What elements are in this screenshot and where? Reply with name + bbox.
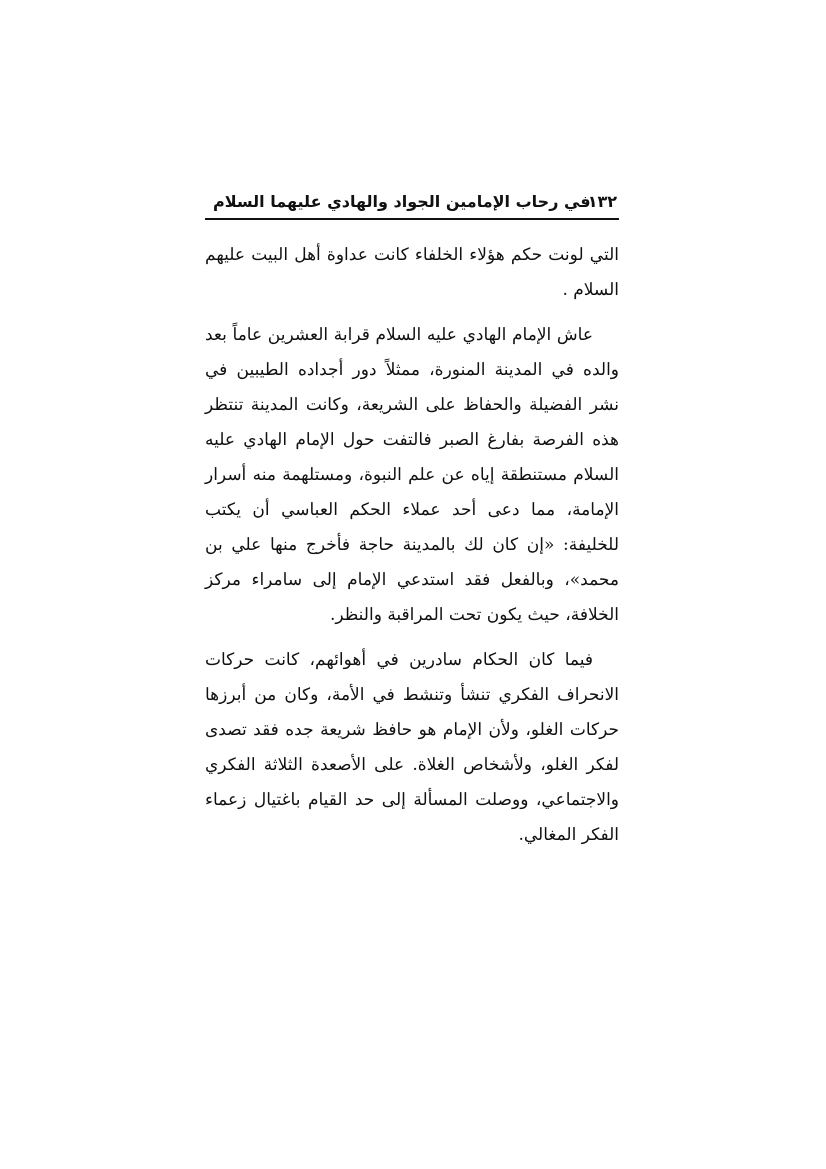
paragraph-2: عاش الإمام الهادي عليه السلام قرابة العشرين عاماً بعد والده في المدينة المنورة، ممثلاً دور أجداده الطيبين في نشر الفضيلة والحفاظ على الشريعة، وكانت المدينة تنتظر هذه الفرصة بفارغ الصبر فالتفت حول الإمام الهادي عليه السلام مستنطقة إياه عن علم النبوة، ومستلهمة منه أسرار الإمامة، مما دعى أحد عملاء الحكم العباسي أن يكتب للخليفة: «إن كان لك بالمدينة حاجة فأخرج منها علي بن محمد»، وبالفعل فقد استدعي الإمام إلى سامراء مركز الخلافة، حيث يكون تحت المراقبة والنظر. (205, 325, 619, 625)
body-text (205, 238, 619, 863)
page-header (205, 188, 619, 220)
paragraph-1: التي لونت حكم هؤلاء الخلفاء كانت عداوة أهل البيت عليهم السلام . (205, 245, 619, 300)
running-title: في رحاب الإمامين الجواد والهادي عليهما السلام (213, 192, 591, 211)
paragraph-3: فيما كان الحكام سادرين في أهوائهم، كانت حركات الانحراف الفكري تنشأ وتنشط في الأمة، وكان من أبرزها حركات الغلو، ولأن الإمام هو حافظ شريعة جده فقد تصدى لفكر الغلو، ولأشخاص الغلاة. على الأصعدة الثلاثة الفكري والاجتماعي، ووصلت المسألة إلى حد القيام باغتيال زعماء الفكر المغالي. (205, 650, 619, 845)
page-number: ١٣٢ (587, 192, 617, 211)
